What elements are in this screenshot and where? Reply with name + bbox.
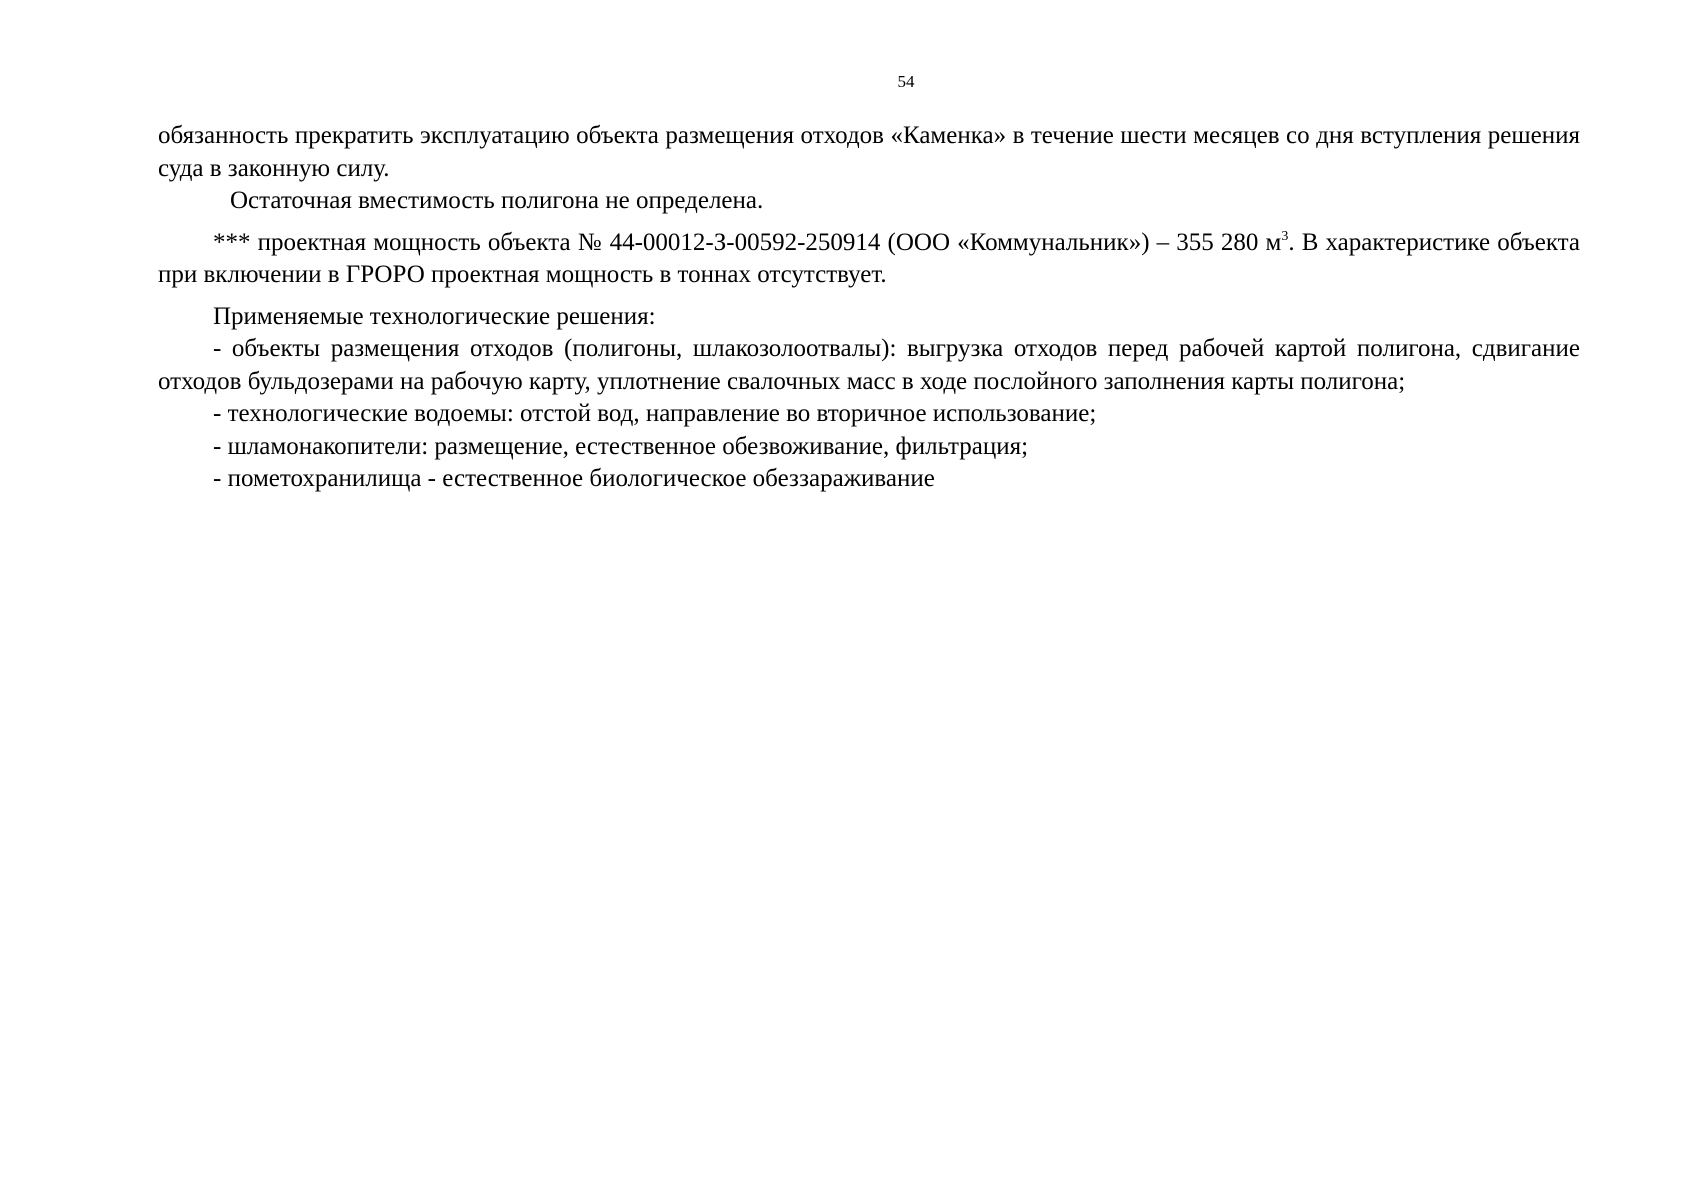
paragraph-tech-solutions-heading: Применяемые технологические решения: [213, 302, 656, 330]
list-item: - технологические водоемы: отстой вод, направление во вторичное использование; [213, 400, 1097, 427]
list-item: - пометохранилища - естественное биологическое обеззараживание [213, 465, 935, 492]
paragraph-court-decision: обязанность прекратить эксплуатацию объекта размещения отходов «Каменка» в течение шести месяцев со дня вступления решения суда в законную силу. [158, 122, 1580, 182]
document-body [158, 120, 1580, 496]
page-number: 54 [897, 72, 915, 91]
paragraph-residual-capacity: Остаточная вместимость полигона не определена. [230, 187, 764, 214]
design-capacity-text: *** проектная мощность объекта № 44-00012-З-00592-250914 (ООО «Коммунальник») – 355 280 м [213, 228, 1282, 256]
cubic-superscript: 3 [1281, 228, 1289, 244]
list-item: - шламонакопители: размещение, естественное обезвоживание, фильтрация; [213, 432, 1029, 460]
list-item: - объекты размещения отходов (полигоны, шлакозолоотвалы): выгрузка отходов перед рабочей картой полигона, сдвигание отходов бульдозерами на рабочую карту, уплотнение свалочных масс в ходе послойного заполнения карты полигона; [158, 335, 1580, 395]
design-capacity-note: . В характеристике объекта при включении в ГРОРО проектная мощность в тоннах отсутствует. [158, 228, 1580, 288]
paragraph-design-capacity [158, 227, 1580, 292]
